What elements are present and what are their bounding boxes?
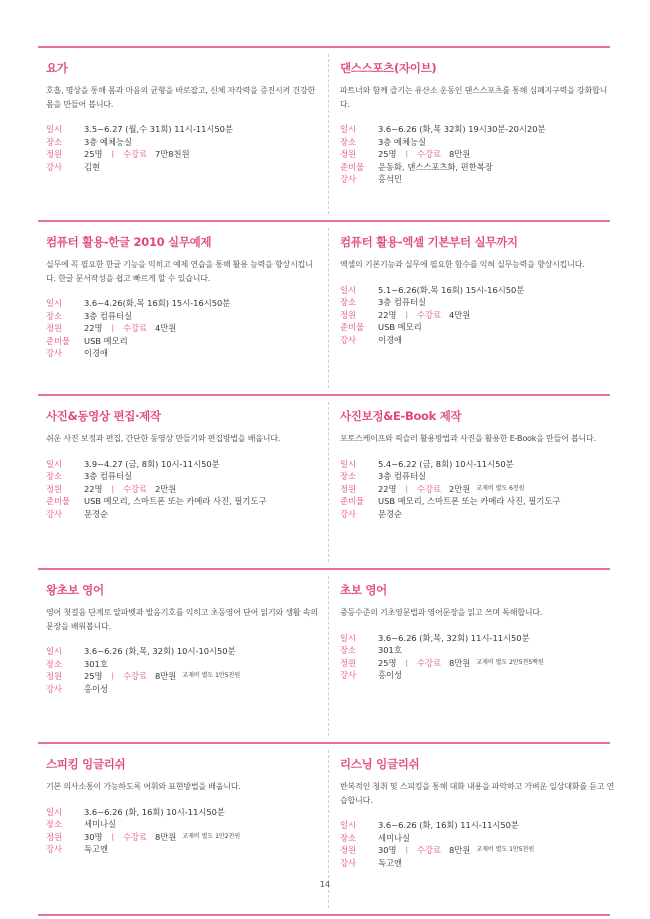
instructor-row [340, 857, 616, 870]
detail-label: 강사 [46, 348, 63, 358]
schedule-row [46, 123, 322, 136]
schedule-row [46, 806, 322, 819]
separator: | [405, 310, 408, 319]
course-row [38, 220, 610, 394]
capacity-fee-row [340, 309, 616, 322]
course-description: 쉬운 사진 보정과 편집, 간단한 동영상 만들기와 편집방법을 배웁니다. [46, 434, 281, 443]
course-card [46, 582, 322, 695]
fee-label: 수강료 [122, 483, 147, 494]
course-title: 왕초보 영어 [46, 583, 104, 597]
separator: | [111, 150, 114, 158]
detail-label: 정원 [46, 149, 63, 159]
capacity-fee-row [340, 844, 616, 857]
course-card [46, 60, 322, 173]
detail-label: 장소 [340, 645, 357, 655]
instructor-row [46, 843, 322, 856]
course-card [340, 756, 616, 869]
detail-value: 3.5~6.27 (월,수 31회) 11시-11시50분 [84, 124, 233, 134]
detail-value: 5.4~6.22 (금, 8회) 10시-11시50분 [378, 458, 514, 469]
detail-label: 준비물 [340, 161, 365, 172]
fee-value: 8만원 [448, 845, 471, 855]
separator: | [111, 324, 114, 332]
course-card [340, 408, 616, 520]
course-title: 댄스스포츠(자이브) [340, 61, 437, 75]
capacity-fee-row [46, 670, 322, 683]
detail-label: 정원 [340, 657, 357, 668]
detail-value: 홍이성 [84, 683, 109, 694]
detail-label: 정원 [340, 149, 357, 159]
detail-value: USB 메모리 [84, 335, 128, 346]
course-row [38, 742, 615, 916]
location-row [46, 310, 322, 323]
capacity-fee-row [46, 483, 322, 496]
detail-value: 홍이성 [378, 670, 403, 680]
detail-value: 3.6~6.26 (화,목 32회) 19시30분-20시20분 [378, 124, 546, 134]
capacity-value: 22명 [84, 323, 103, 333]
detail-label: 강사 [46, 683, 63, 694]
fee-value: 2만원 [448, 483, 471, 494]
detail-label: 장소 [340, 136, 357, 147]
detail-label: 강사 [340, 670, 357, 680]
capacity-value: 25명 [84, 149, 103, 159]
instructor-row [340, 173, 616, 186]
detail-label: 장소 [340, 832, 357, 843]
location-row [46, 658, 322, 671]
course-card [46, 408, 322, 520]
course-details [340, 632, 616, 682]
location-row [46, 818, 322, 831]
course-description: 엑셀의 기본기능과 실무에 필요한 함수를 익혀 실무능력을 향상시킵니다. [340, 260, 585, 269]
course-title: 사진&동영상 편집·제작 [46, 409, 161, 423]
separator: | [405, 846, 408, 854]
detail-value: 홍석민 [378, 174, 403, 184]
separator: | [405, 150, 408, 158]
detail-value: 문경순 [378, 508, 403, 519]
detail-value: 3층 컴퓨터실 [378, 297, 426, 307]
detail-value: 독고엔 [84, 844, 109, 854]
fee-value: 8만원 [154, 671, 177, 681]
detail-value: 3.6~6.26 (화, 16회) 10시-11시50분 [84, 806, 225, 817]
fee-label: 수강료 [416, 845, 441, 855]
fee-label: 수강료 [416, 309, 441, 320]
course-listing-page [38, 46, 615, 916]
textbook-fee-note: 교재비 별도 6천원 [476, 484, 525, 492]
detail-value: 3.6~6.26 (화,목, 32회) 11시-11시50분 [378, 632, 530, 643]
detail-value: 문경순 [84, 508, 109, 519]
detail-value: 김현 [84, 161, 101, 172]
detail-label: 일시 [46, 124, 63, 134]
detail-value: 운동화, 댄스스포츠화, 편한복장 [378, 161, 493, 172]
course-details [340, 123, 616, 186]
detail-label: 준비물 [46, 496, 71, 506]
schedule-row [46, 645, 322, 658]
fee-label: 수강료 [416, 483, 441, 494]
textbook-fee-note: 교재비 별도 1만2천원 [182, 832, 241, 840]
separator: | [111, 832, 114, 841]
detail-value: 독고엔 [378, 857, 403, 868]
fee-label: 수강료 [122, 323, 147, 333]
capacity-value: 22명 [378, 309, 397, 320]
course-title: 사진보정&E-Book 제작 [340, 409, 462, 423]
detail-label: 준비물 [340, 496, 365, 506]
detail-value: 3.6~6.26 (화, 16회) 11시-11시50분 [378, 820, 519, 830]
detail-value: 301호 [378, 645, 402, 655]
location-row [340, 832, 616, 845]
course-description: 중등수준의 기초영문법과 영어문장을 읽고 쓰며 독해합니다. [340, 608, 543, 617]
column-divider [328, 54, 329, 214]
schedule-row [340, 123, 616, 136]
materials-row [46, 495, 322, 508]
capacity-value: 25명 [84, 671, 103, 681]
detail-label: 장소 [46, 471, 63, 481]
instructor-row [46, 161, 322, 174]
location-row [340, 644, 616, 657]
fee-value: 4만원 [448, 309, 471, 320]
detail-label: 일시 [340, 284, 357, 295]
course-title: 요가 [46, 61, 68, 75]
location-row [340, 136, 616, 149]
textbook-fee-note: 교재비 별도 1만5천원 [476, 846, 535, 853]
detail-label: 정원 [46, 831, 63, 842]
detail-label: 일시 [340, 820, 357, 830]
course-row [38, 568, 610, 742]
capacity-fee-row [46, 148, 322, 161]
fee-value: 8만원 [448, 149, 471, 159]
course-card [340, 234, 616, 346]
detail-label: 장소 [46, 658, 63, 669]
column-divider [328, 576, 329, 736]
fee-value: 8만원 [448, 657, 471, 668]
detail-label: 정원 [340, 483, 357, 494]
schedule-row [340, 819, 616, 832]
capacity-value: 22명 [84, 483, 103, 494]
detail-label: 일시 [46, 298, 63, 308]
detail-value: USB 메모리 [378, 322, 422, 332]
fee-value: 7만8천원 [154, 149, 190, 159]
detail-value: 세미나실 [84, 819, 117, 829]
course-description: 기본 의사소통이 가능하도록 어휘와 표현방법을 배웁니다. [46, 782, 241, 791]
fee-label: 수강료 [416, 657, 441, 668]
detail-value: 이경애 [84, 348, 109, 358]
detail-value: 5.1~6.26(화,목 16회) 15시-16시50분 [378, 284, 525, 295]
materials-row [340, 321, 616, 334]
detail-label: 일시 [46, 458, 63, 469]
capacity-fee-row [340, 657, 616, 670]
detail-label: 정원 [46, 323, 63, 333]
course-card [46, 234, 322, 360]
course-card [340, 582, 616, 682]
fee-value: 4만원 [154, 323, 177, 333]
column-divider [328, 228, 329, 388]
detail-value: USB 메모리, 스마트폰 또는 카메라 사진, 필기도구 [84, 496, 267, 506]
location-row [340, 296, 616, 309]
instructor-row [46, 347, 322, 360]
detail-label: 준비물 [340, 322, 365, 332]
fee-label: 수강료 [122, 831, 147, 842]
course-details [46, 123, 322, 173]
capacity-value: 25명 [378, 149, 397, 159]
course-title: 컴퓨터 활용-한글 2010 실무예제 [46, 235, 212, 249]
detail-label: 준비물 [46, 335, 71, 346]
detail-value: 세미나실 [378, 832, 411, 843]
fee-value: 2만원 [154, 483, 177, 494]
detail-label: 일시 [340, 458, 357, 469]
schedule-row [340, 284, 616, 297]
capacity-fee-row [340, 148, 616, 161]
detail-label: 강사 [340, 174, 357, 184]
detail-label: 정원 [46, 483, 63, 494]
detail-value: 3층 컴퓨터실 [84, 310, 132, 321]
detail-label: 강사 [46, 508, 63, 519]
detail-label: 일시 [46, 646, 63, 656]
instructor-row [340, 334, 616, 347]
capacity-fee-row [340, 483, 616, 496]
detail-label: 일시 [340, 632, 357, 643]
fee-label: 수강료 [122, 671, 147, 681]
instructor-row [340, 669, 616, 682]
course-row [38, 394, 610, 568]
fee-label: 수강료 [122, 149, 147, 159]
location-row [46, 136, 322, 149]
course-details [46, 806, 322, 856]
separator: | [405, 484, 408, 493]
course-row [38, 46, 610, 220]
course-title: 리스닝 잉글리쉬 [340, 757, 420, 771]
capacity-value: 25명 [378, 657, 397, 668]
detail-label: 강사 [340, 334, 357, 345]
schedule-row [340, 632, 616, 645]
detail-label: 장소 [46, 819, 63, 829]
capacity-value: 22명 [378, 483, 397, 494]
location-row [340, 470, 616, 483]
detail-value: 3.6~6.26 (화,목, 32회) 10시-10시50분 [84, 646, 236, 656]
course-details [46, 645, 322, 695]
detail-label: 강사 [46, 844, 63, 854]
course-title: 컴퓨터 활용-엑셀 기본부터 실무까지 [340, 235, 518, 249]
detail-value: 이경애 [378, 334, 403, 345]
course-details [340, 819, 616, 869]
detail-value: 3층 예체능실 [378, 136, 426, 147]
fee-label: 수강료 [416, 149, 441, 159]
schedule-row [340, 458, 616, 471]
materials-row [46, 335, 322, 348]
instructor-row [46, 508, 322, 521]
column-divider [328, 402, 329, 562]
course-description: 실무에 꼭 필요한 한글 기능을 익히고 예제 연습을 통해 활용 능력을 향상시킵니다. 한글 문서작성을 쉽고 빠르게 할 수 있습니다. [46, 260, 313, 283]
capacity-fee-row [46, 322, 322, 335]
detail-value: 3층 예체능실 [84, 136, 132, 147]
materials-row [340, 495, 616, 508]
detail-label: 장소 [46, 310, 63, 321]
page-number: 14 [319, 880, 331, 889]
course-title: 스피킹 잉글리쉬 [46, 757, 126, 771]
detail-value: USB 메모리, 스마트폰 또는 카메라 사진, 필기도구 [378, 496, 561, 506]
textbook-fee-note: 교재비 별도 2만5천5백원 [476, 658, 544, 666]
separator: | [111, 672, 114, 680]
schedule-row [46, 458, 322, 471]
detail-label: 강사 [340, 508, 357, 519]
detail-value: 3층 컴퓨터실 [378, 471, 426, 481]
detail-value: 3.9~4.27 (금, 8회) 10시-11시50분 [84, 458, 220, 469]
detail-label: 강사 [340, 857, 357, 868]
course-card [46, 756, 322, 856]
course-details [46, 297, 322, 360]
course-details [340, 458, 616, 521]
capacity-value: 30명 [378, 845, 397, 855]
detail-value: 301호 [84, 658, 108, 669]
detail-label: 정원 [340, 309, 357, 320]
detail-value: 3.6~4.26(화,목 16회) 15시-16시50분 [84, 298, 231, 308]
detail-label: 정원 [340, 845, 357, 855]
separator: | [111, 484, 114, 493]
detail-label: 장소 [46, 136, 63, 147]
course-description: 호흡, 명상을 통해 몸과 마음의 균형을 바로잡고, 신체 자각력을 증진시켜 건강한 몸을 만들어 봅니다. [46, 86, 316, 109]
textbook-fee-note: 교재비 별도 1만5천원 [182, 672, 241, 679]
course-description: 포토스케이프와 픽슬러 활용방법과 사진을 활용한 E-Book을 만들어 봅니다. [340, 434, 596, 443]
detail-label: 강사 [46, 161, 63, 172]
materials-row [340, 161, 616, 174]
location-row [46, 470, 322, 483]
schedule-row [46, 297, 322, 310]
course-details [46, 458, 322, 521]
detail-label: 일시 [340, 124, 357, 134]
detail-label: 정원 [46, 671, 63, 681]
separator: | [405, 658, 408, 667]
course-description: 반복적인 청취 및 스피킹을 통해 대화 내용을 파악하고 가벼운 일상대화를 듣고 연습합니다. [340, 782, 615, 805]
capacity-fee-row [46, 831, 322, 844]
detail-label: 일시 [46, 806, 63, 817]
detail-value: 3층 컴퓨터실 [84, 471, 132, 481]
instructor-row [46, 683, 322, 696]
detail-label: 장소 [340, 297, 357, 307]
fee-value: 8만원 [154, 831, 177, 842]
detail-label: 장소 [340, 471, 357, 481]
course-description: 파트너와 함께 즐기는 유산소 운동인 댄스스포츠를 통해 심폐지구력을 강화합니다. [340, 86, 608, 109]
course-details [340, 284, 616, 347]
course-description: 영어 첫걸음 단계로 알파벳과 발음기호를 익히고 초등영어 단어 읽기와 생활 속의 문장을 배워봅니다. [46, 608, 318, 631]
course-title: 초보 영어 [340, 583, 387, 597]
course-card [340, 60, 616, 186]
capacity-value: 30명 [84, 831, 103, 842]
instructor-row [340, 508, 616, 521]
